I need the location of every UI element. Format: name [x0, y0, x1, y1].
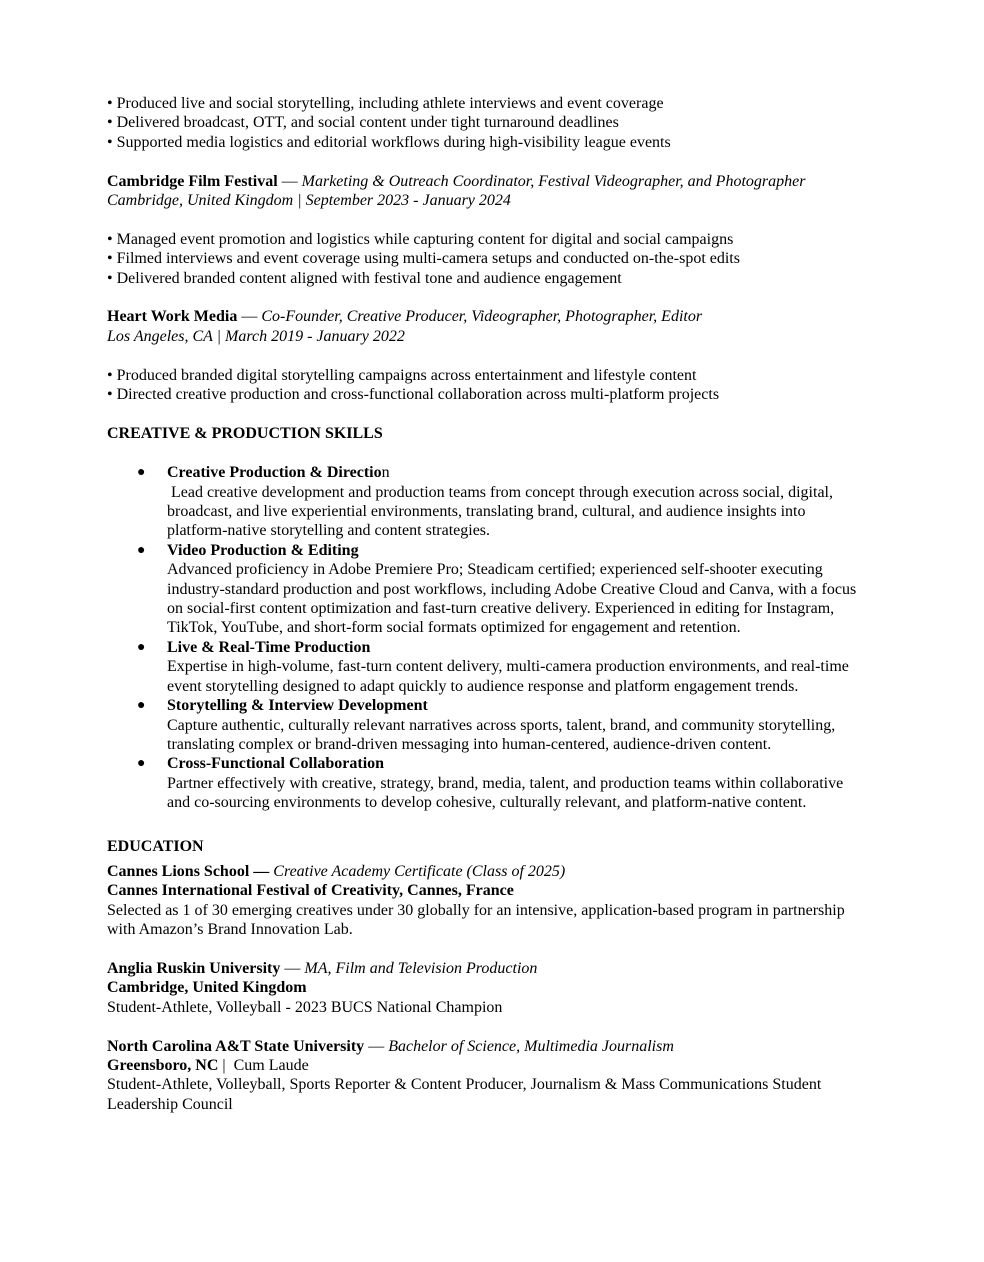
- edu-desc-line: Student-Athlete, Volleyball, Sports Reporter & Content Producer, Journalism & Mass Communications Student: [107, 1076, 822, 1094]
- bullet-dot-icon: ●: [137, 465, 146, 481]
- skill-desc-line: on social-first content optimization and fast-turn creative delivery. Experienced in editing for Instagram,: [167, 600, 835, 618]
- job-header: [107, 172, 897, 191]
- experience-top-bullets: [107, 94, 897, 152]
- edu-header: [107, 959, 897, 978]
- skill-item: [107, 638, 897, 696]
- bullet-dot-icon: ●: [137, 756, 146, 772]
- edu-school: North Carolina A&T State University: [107, 1037, 365, 1055]
- edu-desc-line: with Amazon’s Brand Innovation Lab.: [107, 921, 353, 939]
- bullet-line: • Supported media logistics and editorial workflows during high-visibility league events: [107, 133, 671, 151]
- edu-credential: MA, Film and Television Production: [304, 959, 538, 977]
- job-org: Heart Work Media: [107, 308, 238, 326]
- job-dash: —: [237, 308, 262, 326]
- education-ncat: [107, 1037, 897, 1115]
- job-cambridge-film-festival: [107, 172, 897, 288]
- skill-desc-line: Capture authentic, culturally relevant narratives across sports, talent, brand, and community storytelling,: [167, 716, 836, 734]
- skill-title: Storytelling & Interview Development: [167, 697, 428, 715]
- bullet-line: • Delivered broadcast, OTT, and social content under tight turnaround deadlines: [107, 114, 619, 132]
- edu-credential: Bachelor of Science, Multimedia Journalism: [388, 1037, 674, 1055]
- bullet-line: • Produced live and social storytelling, including athlete interviews and event coverage: [107, 95, 664, 112]
- bullet-dot-icon: ●: [137, 639, 146, 655]
- skill-title: Video Production & Editing: [167, 541, 359, 559]
- job-location-dates: Los Angeles, CA | March 2019 - January 2022: [107, 327, 405, 345]
- skill-item: [107, 696, 897, 754]
- edu-sub: Cannes International Festival of Creativity, Cannes, France: [107, 882, 514, 900]
- skill-title: Live & Real-Time Production: [167, 638, 371, 656]
- skill-item: [107, 463, 897, 541]
- skill-item: [107, 541, 897, 638]
- job-heart-work-media: [107, 307, 897, 404]
- skill-desc-line: Advanced proficiency in Adobe Premiere Pro; Steadicam certified; experienced self-shooter executing: [167, 561, 823, 579]
- edu-sub: Greensboro, NC: [107, 1056, 219, 1074]
- bullet-line: • Directed creative production and cross-functional collaboration across multi-platform projects: [107, 386, 720, 404]
- skill-desc-line: TikTok, YouTube, and short-form social formats optimized for engagement and retention.: [167, 619, 741, 637]
- skill-desc-line: broadcast, and live experiential environments, translating brand, cultural, and audience insights into: [167, 503, 806, 521]
- job-location-dates: Cambridge, United Kingdom | September 2023 - January 2024: [107, 192, 511, 210]
- skills-heading: CREATIVE & PRODUCTION SKILLS: [107, 424, 383, 442]
- skill-desc-line: Lead creative development and production teams from concept through execution across social, digital,: [167, 483, 833, 501]
- bullet-line: • Filmed interviews and event coverage using multi-camera setups and conducted on-the-spot edits: [107, 250, 740, 268]
- skills-list: [107, 463, 897, 812]
- edu-credential: Creative Academy Certificate (Class of 2025): [273, 862, 566, 880]
- edu-honors: | Cum Laude: [218, 1056, 309, 1074]
- skill-title: Cross-Functional Collaboration: [167, 755, 385, 773]
- resume-page: [107, 94, 897, 1114]
- skill-desc-line: industry-standard production and post workflows, including Adobe Creative Cloud and Canva, with a focus: [167, 580, 857, 598]
- skill-desc-line: Expertise in high-volume, fast-turn content delivery, multi-camera production environments, and real-time: [167, 658, 849, 676]
- edu-dash: —: [364, 1037, 389, 1055]
- education-cannes: [107, 862, 897, 940]
- skill-desc-line: Partner effectively with creative, strategy, brand, media, talent, and production teams within collaborative: [167, 774, 844, 792]
- edu-header: [107, 862, 897, 881]
- skill-desc-line: translating complex or brand-driven messaging into human-centered, audience-driven content.: [167, 735, 772, 753]
- skill-desc-line: event storytelling designed to adapt quickly to audience response and platform engagement trends.: [167, 677, 799, 695]
- edu-desc-line: Selected as 1 of 30 emerging creatives under 30 globally for an intensive, application-based program in partnership: [107, 901, 845, 919]
- edu-header: [107, 1037, 897, 1056]
- edu-sub-line: [107, 1056, 897, 1075]
- job-org: Cambridge Film Festival: [107, 172, 278, 190]
- edu-dash: —: [280, 959, 305, 977]
- edu-school: Anglia Ruskin University: [107, 959, 281, 977]
- job-role: Marketing & Outreach Coordinator, Festival Videographer, and Photographer: [301, 172, 806, 190]
- education-heading: EDUCATION: [107, 837, 204, 855]
- job-dash: —: [277, 172, 302, 190]
- edu-desc-line: Student-Athlete, Volleyball - 2023 BUCS National Champion: [107, 998, 503, 1016]
- edu-school: Cannes Lions School —: [107, 862, 274, 880]
- bullet-line: • Managed event promotion and logistics while capturing content for digital and social campaigns: [107, 230, 734, 248]
- edu-desc-line: Leadership Council: [107, 1095, 233, 1113]
- bullet-dot-icon: ●: [137, 698, 146, 714]
- bullet-line: • Delivered branded content aligned with festival tone and audience engagement: [107, 269, 622, 287]
- bullet-line: • Produced branded digital storytelling campaigns across entertainment and lifestyle content: [107, 366, 697, 384]
- bullet-dot-icon: ●: [137, 542, 146, 558]
- job-role: Co-Founder, Creative Producer, Videographer, Photographer, Editor: [261, 308, 703, 326]
- edu-sub: Cambridge, United Kingdom: [107, 979, 307, 997]
- skill-item: [107, 754, 897, 812]
- skill-desc-line: platform-native storytelling and content strategies.: [167, 522, 491, 540]
- job-header: [107, 307, 897, 326]
- skill-desc-line: and co-sourcing environments to develop cohesive, culturally relevant, and platform-native content.: [167, 794, 807, 812]
- education-anglia: [107, 959, 897, 1017]
- skill-title: Creative Production & Direction: [167, 464, 390, 482]
